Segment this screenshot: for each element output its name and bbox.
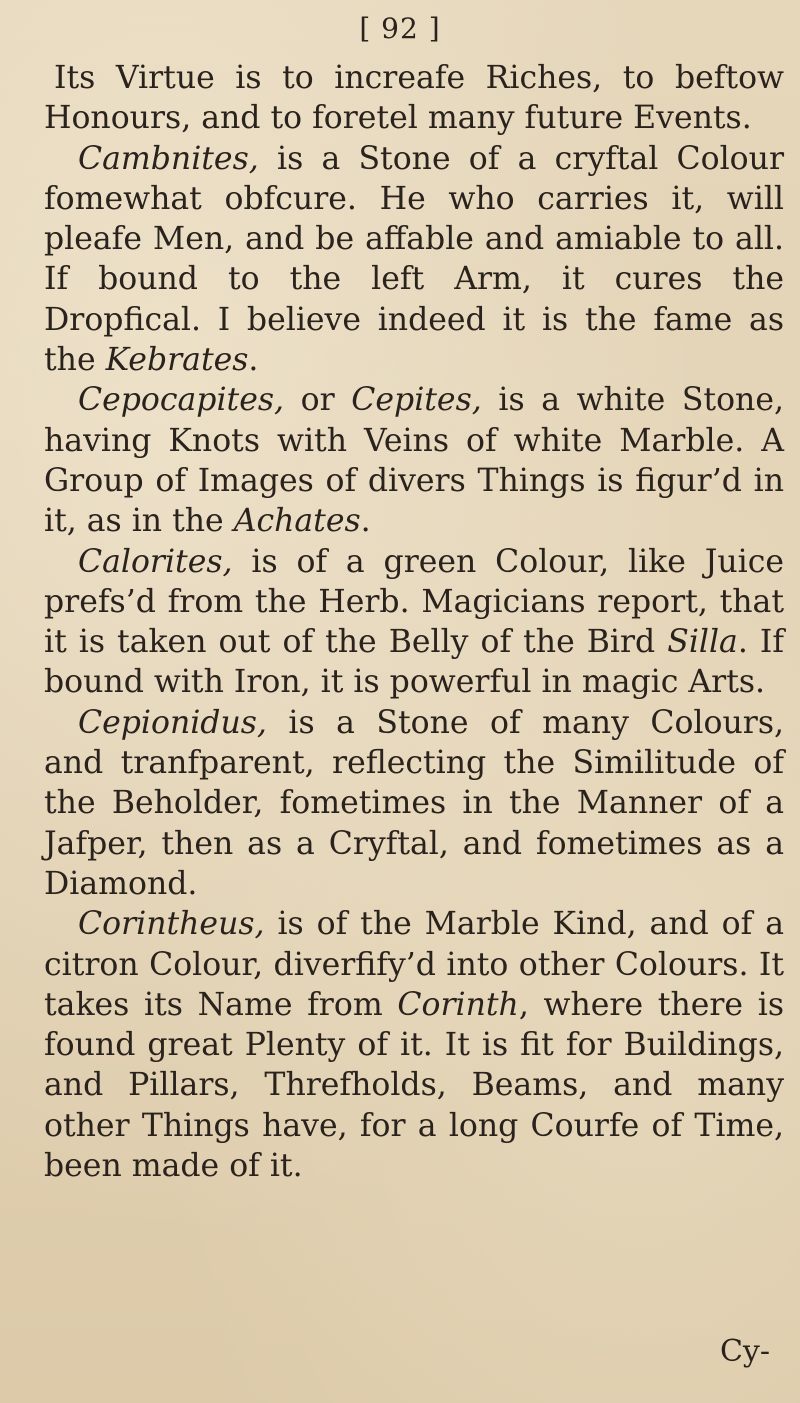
catchword: Cy- [719,1334,770,1369]
paragraph-end: . [360,503,371,540]
stone-name: Cambnites, [78,140,259,177]
stone-name: Cepocapites, [78,382,285,419]
paragraph-connector: or [284,382,352,419]
paragraph-text: is of a green Colour, like Juice prefs’d from the Herb. Magicians report, that it is taken out of the Belly of the Bird [44,543,784,661]
stone-reference: Kebrates [105,342,249,379]
paragraph-cepocapites [44,380,784,541]
page-number: [ 92 ] [359,12,441,45]
paragraph-text: Its Virtue is to increafe Riches, to beftow Honours, and to foretel many future Events. [44,60,784,137]
page-body [44,58,784,1186]
stone-name-alt: Cepites, [351,382,482,419]
paragraph-end: , where there is found great Plenty of it. It is fit for Buildings, and Pillars, Threfholds, Beams, and many other Things have, for a long Courfe of Time, been made of it. [44,986,784,1185]
paragraph-its-virtue [44,58,784,139]
paragraph-calorites [44,542,784,703]
paragraph-text: is a Stone of a cryftal Colour fomewhat obfcure. He who carries it, will pleafe Men, and be affable and amiable to all. If bound to the left Arm, it cures the Dropfical. I believe indeed it is the fame as the [44,140,784,379]
paragraph-text: is a white Stone, having Knots with Veins of white Marble. A Group of Images of divers Things is figur’d in it, as in the [44,382,784,540]
place-reference: Corinth [397,986,519,1023]
paragraph-cepionidus [44,703,784,904]
paragraph-text: is of the Marble Kind, and of a citron Colour, diverfify’d into other Colours. It takes its Name from [44,906,784,1023]
bird-reference: Silla [667,624,738,661]
paragraph-corintheus [44,904,784,1186]
stone-name: Corintheus, [78,906,265,943]
paragraph-end: . If bound with Iron, it is powerful in magic Arts. [44,624,784,701]
stone-reference: Achates [233,503,361,540]
paragraph-end: . [248,342,259,379]
stone-name: Cepionidus, [78,704,267,741]
paragraph-cambnites [44,139,784,381]
stone-name: Calorites, [78,543,233,580]
paragraph-text: is a Stone of many Colours, and tranfparent, reflecting the Similitude of the Beholder, fometimes in the Manner of a Jafper, then as a Cryftal, and fometimes as a Diamond. [44,704,784,902]
